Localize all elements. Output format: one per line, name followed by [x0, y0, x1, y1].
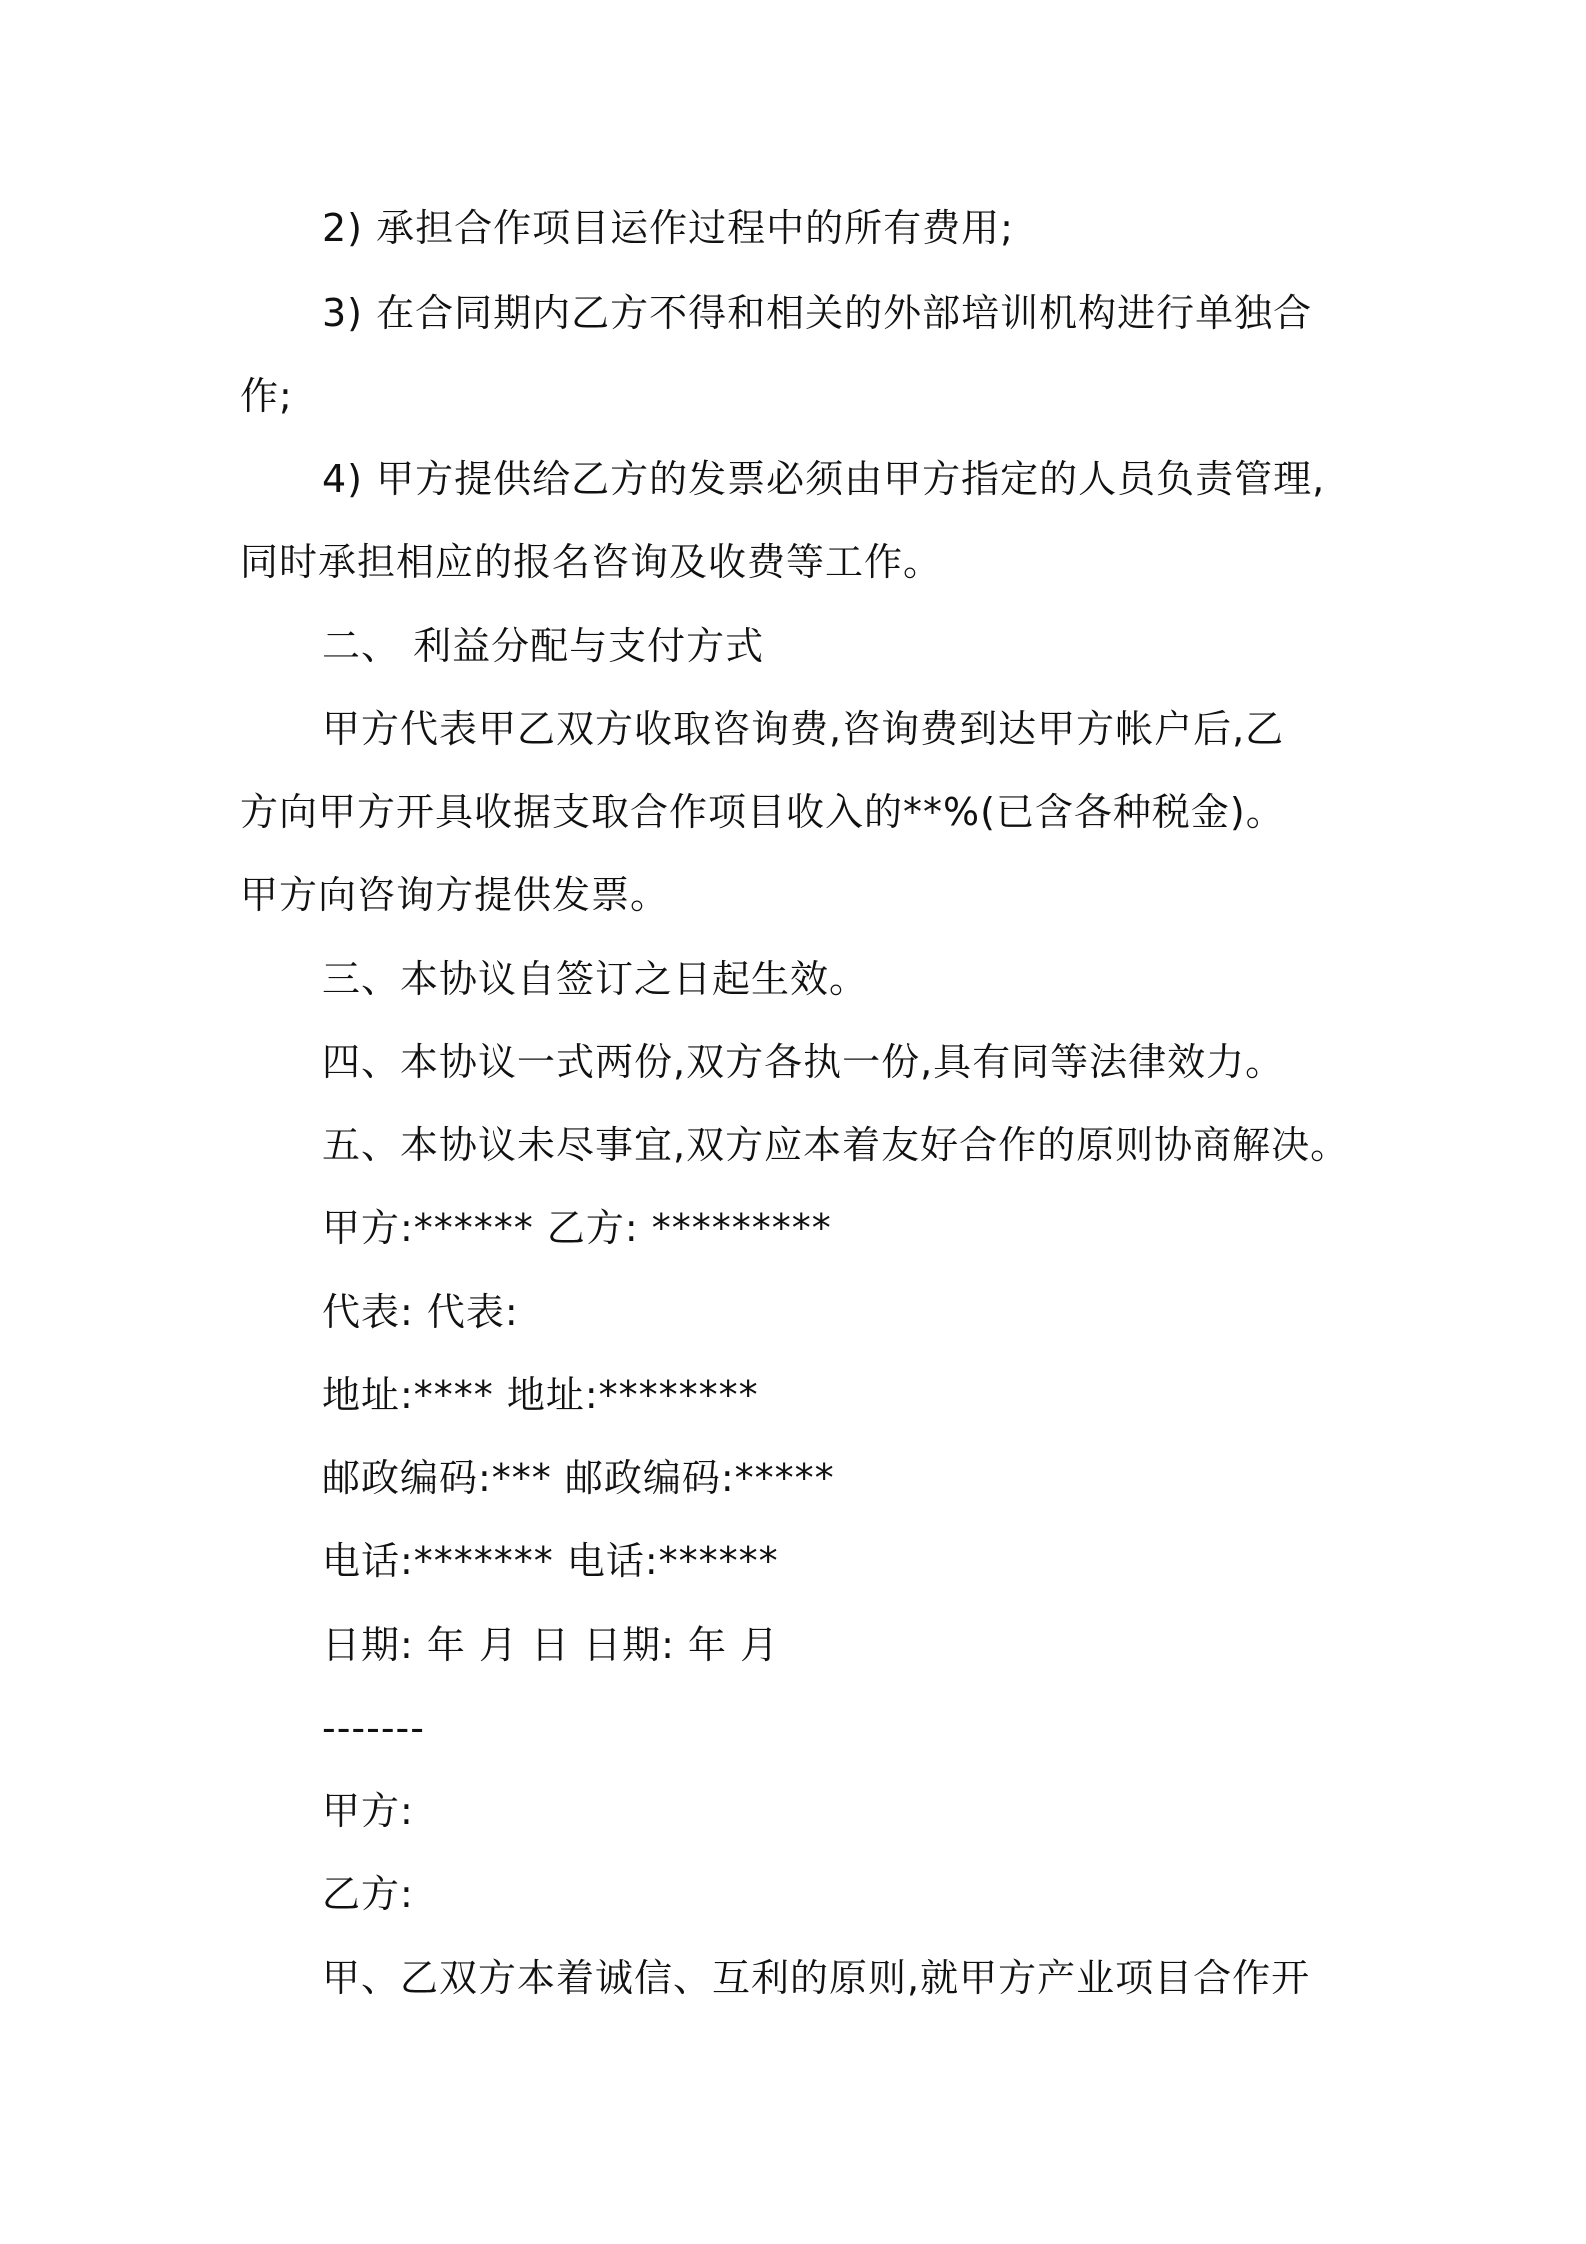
payment-paragraph-line-3: 甲方向咨询方提供发票。	[240, 873, 670, 917]
party-a-label: 甲方:	[322, 1789, 414, 1833]
signature-representatives: 代表: 代表:	[322, 1290, 519, 1334]
section-5-unresolved-matters: 五、本协议未尽事宜,双方应本着友好合作的原则协商解决。	[322, 1123, 1350, 1167]
section-4-copies: 四、本协议一式两份,双方各执一份,具有同等法律效力。	[322, 1040, 1285, 1084]
payment-paragraph-line-1: 甲方代表甲乙双方收取咨询费,咨询费到达甲方帐户后,乙	[322, 707, 1285, 751]
signature-phones: 电话:******* 电话:******	[322, 1539, 779, 1583]
section-divider: -------	[322, 1706, 425, 1750]
clause-3-exclusivity-continued: 作;	[240, 374, 293, 418]
payment-paragraph-line-2: 方向甲方开具收据支取合作项目收入的**%(已含各种税金)。	[240, 790, 1285, 834]
clause-4-invoices: 4) 甲方提供给乙方的发票必须由甲方指定的人员负责管理,	[322, 457, 1326, 501]
clause-4-invoices-continued: 同时承担相应的报名咨询及收费等工作。	[240, 540, 943, 584]
section-2-heading: 二、 利益分配与支付方式	[322, 624, 765, 668]
signature-addresses: 地址:**** 地址:********	[322, 1373, 759, 1417]
party-b-label: 乙方:	[322, 1872, 414, 1916]
clause-2-expenses: 2) 承担合作项目运作过程中的所有费用;	[322, 206, 1014, 250]
clause-3-exclusivity: 3) 在合同期内乙方不得和相关的外部培训机构进行单独合	[322, 291, 1313, 335]
signature-postal-codes: 邮政编码:*** 邮政编码:*****	[322, 1456, 835, 1500]
section-3-effective-date: 三、本协议自签订之日起生效。	[322, 957, 869, 1001]
signature-dates: 日期: 年 月 日 日期: 年 月	[322, 1623, 780, 1667]
agreement-intro-paragraph: 甲、乙双方本着诚信、互利的原则,就甲方产业项目合作开	[322, 1956, 1311, 2000]
signature-parties: 甲方:****** 乙方: *********	[322, 1206, 832, 1250]
